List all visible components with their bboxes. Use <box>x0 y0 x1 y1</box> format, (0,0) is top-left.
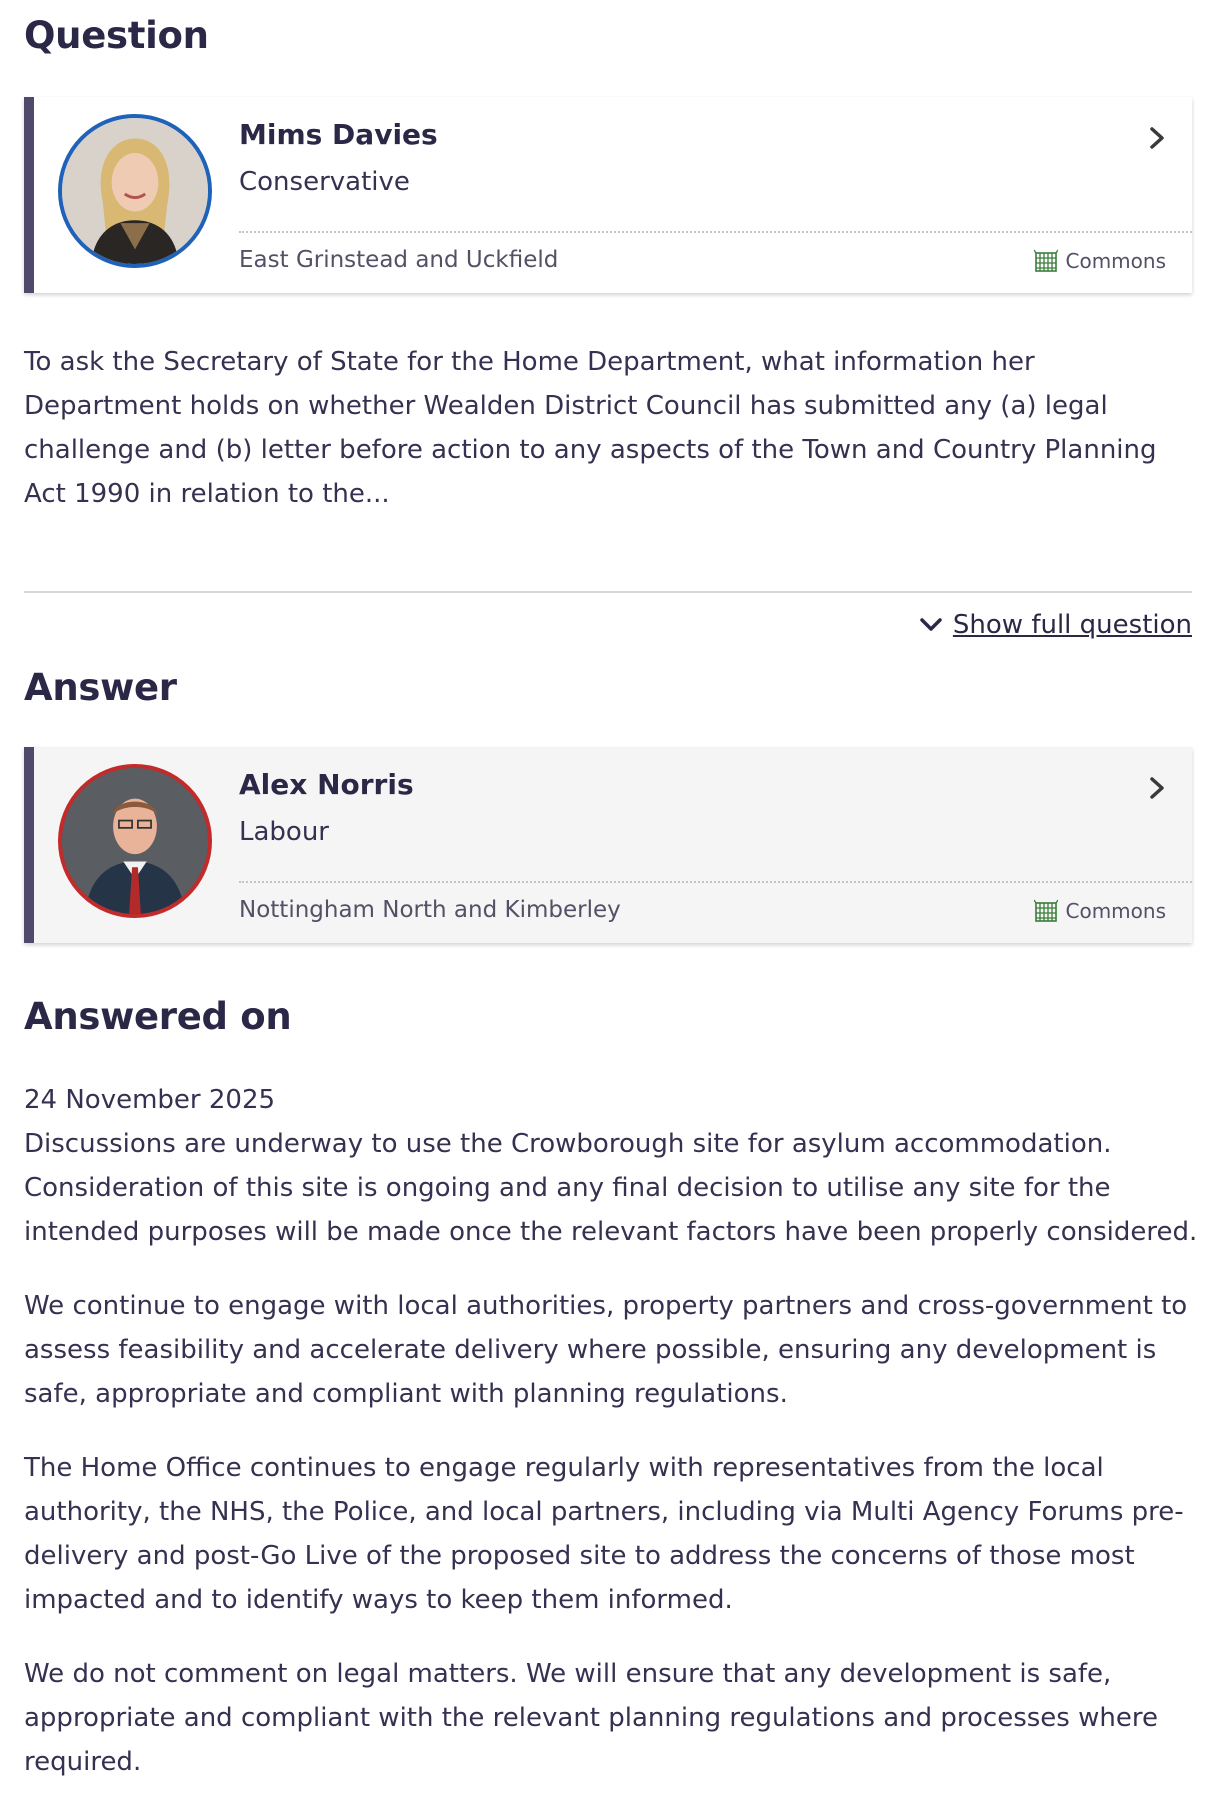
member-party: Labour <box>239 817 329 847</box>
show-full-question-link[interactable] <box>919 610 1192 640</box>
member-name[interactable]: Alex Norris <box>239 768 414 801</box>
show-full-question-label[interactable]: Show full question <box>952 610 1192 640</box>
member-avatar <box>58 764 212 918</box>
answer-paragraph: The Home Office continues to engage regularly with representatives from the local authority, the NHS, the Police, and local partners, including via Multi Agency Forums pre-delivery and post-Go Live of the proposed site to address the concerns of those most impacted and to identify ways to keep them informed. <box>24 1453 1184 1615</box>
answer-heading: Answer <box>24 666 177 709</box>
portcullis-icon <box>1034 899 1058 923</box>
house-label: Commons <box>1065 899 1166 923</box>
answer-paragraph: Discussions are underway to use the Crowborough site for asylum accommodation. Consideration of this site is ongoing and any final decision to utilise any site for the intended purposes will be made once the relevant factors have been properly considered. <box>24 1129 1198 1247</box>
member-portrait-icon <box>62 768 208 914</box>
house-label: Commons <box>1065 249 1166 273</box>
member-name[interactable]: Mims Davies <box>239 118 438 151</box>
answer-paragraph: We do not comment on legal matters. We will ensure that any development is safe, appropriate and compliant with the relevant planning regulations and processes where required. <box>24 1659 1158 1777</box>
question-divider <box>24 591 1192 593</box>
asking-member-card[interactable] <box>24 97 1192 293</box>
member-avatar <box>58 114 212 268</box>
member-party: Conservative <box>239 167 410 197</box>
card-divider <box>239 881 1192 883</box>
chevron-right-icon[interactable] <box>1146 773 1168 803</box>
question-heading: Question <box>24 14 209 57</box>
member-constituency: East Grinstead and Uckfield <box>239 247 559 273</box>
question-text: To ask the Secretary of State for the Home Department, what information her Department holds on whether Wealden District Council has submitted any (a) legal challenge and (b) letter before action to any aspects of the Town and Country Planning Act 1990 in relation to the... <box>24 347 1157 509</box>
answer-date: 24 November 2025 <box>24 1085 276 1115</box>
house-badge <box>1034 249 1167 273</box>
answered-on-heading: Answered on <box>24 995 292 1038</box>
house-badge <box>1034 899 1167 923</box>
answering-member-card[interactable] <box>24 747 1192 943</box>
chevron-right-icon[interactable] <box>1146 123 1168 153</box>
member-portrait-icon <box>62 118 208 264</box>
card-divider <box>239 231 1192 233</box>
chevron-down-icon <box>919 616 943 634</box>
member-constituency: Nottingham North and Kimberley <box>239 897 621 923</box>
answer-paragraph: We continue to engage with local authorities, property partners and cross-government to assess feasibility and accelerate delivery where possible, ensuring any development is safe, appropriate and compliant with planning regulations. <box>24 1291 1188 1409</box>
portcullis-icon <box>1034 249 1058 273</box>
